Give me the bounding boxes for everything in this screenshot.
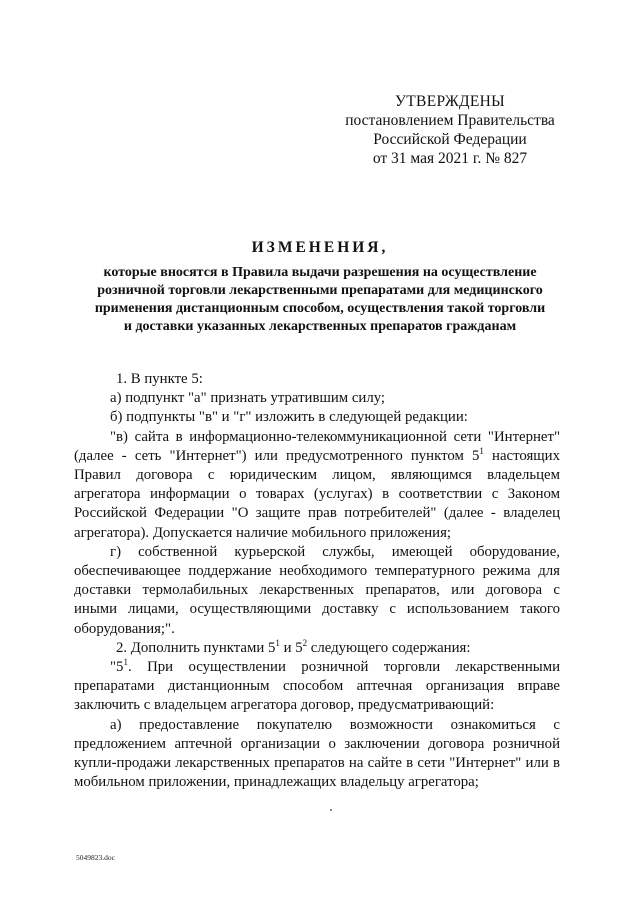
- paragraph-item-1: 1. В пункте 5:: [116, 371, 203, 387]
- paragraph-point-5-1: [74, 658, 560, 716]
- paragraph-subitem-b: б) подпункты "в" и "г" изложить в следующей редакции:: [110, 409, 468, 426]
- footer-filename: 5049823.doc: [76, 853, 115, 862]
- superscript: 1: [479, 445, 484, 456]
- paragraph-text: и 5: [279, 639, 303, 656]
- document-title: ИЗМЕНЕНИЯ,: [251, 239, 389, 256]
- paragraph-text: настоящих Правил договора с юридическим лицом, являющимся владельцем агрегатора информации о товарах (услугах) в соответствии с Законом Российской Федерации "О защите прав потребителей" (далее - владелец агрегатора). Допускается наличие мобильного приложения;: [74, 447, 560, 541]
- subtitle-line: и доставки указанных лекарственных препаратов гражданам: [123, 319, 517, 334]
- paragraph-text: "в) сайта в информационно-телекоммуникационной сети "Интернет" (далее - сеть "Интернет") или предусмотренного пунктом 5: [74, 428, 560, 464]
- approval-block: [330, 92, 570, 168]
- approval-heading: УТВЕРЖДЕНЫ: [395, 93, 505, 110]
- paragraph-subitem-a: а) подпункт "а" признать утратившим силу;: [110, 390, 386, 407]
- superscript: 1: [123, 657, 128, 668]
- superscript: 2: [302, 637, 308, 648]
- subtitle-line: которые вносятся в Правила выдачи разрешения на осуществление: [103, 265, 537, 280]
- paragraph-text: . При осуществлении розничной торговли лекарственными препаратами дистанционным способом аптечная организация вправе заключить с владельцем агрегатора договор, предусматривающий:: [74, 659, 560, 714]
- paragraph-item-2: [74, 639, 560, 658]
- paragraph-point-5-1-a: а) предоставление покупателю возможности ознакомиться с предложением аптечной организации о заключении договора розничной купли-продажи лекарственных препаратов на сайте в сети "Интернет" или в мобильном приложении, принадлежащих владельцу агрегатора;: [74, 716, 560, 791]
- approval-line-date: от 31 мая 2021 г. № 827: [372, 150, 528, 167]
- paragraph-text: следующего содержания:: [307, 639, 471, 656]
- subtitle-line: применения дистанционным способом, осуществления такой торговли: [94, 301, 546, 316]
- paragraph-subitem-v: [74, 428, 560, 543]
- paragraph-subitem-g: г) собственной курьерской службы, имеющей оборудование, обеспечивающее поддержание необходимого температурного режима для доставки термолабильных лекарственных препаратов, или договора с иными лицами, осуществляющими доставку с использованием такого оборудования;".: [74, 543, 560, 637]
- approval-line-decree: постановлением Правительства: [345, 112, 555, 129]
- document-body: [74, 370, 560, 792]
- subtitle-line: розничной торговли лекарственными препаратами для медицинского: [97, 283, 543, 298]
- scan-speck: [330, 809, 332, 811]
- approval-line-federation: Российской Федерации: [373, 131, 527, 148]
- document-subtitle: [70, 264, 570, 336]
- paragraph-text: "5: [110, 659, 124, 676]
- paragraph-text: 2. Дополнить пунктами 5: [116, 639, 276, 656]
- superscript: 1: [275, 637, 280, 648]
